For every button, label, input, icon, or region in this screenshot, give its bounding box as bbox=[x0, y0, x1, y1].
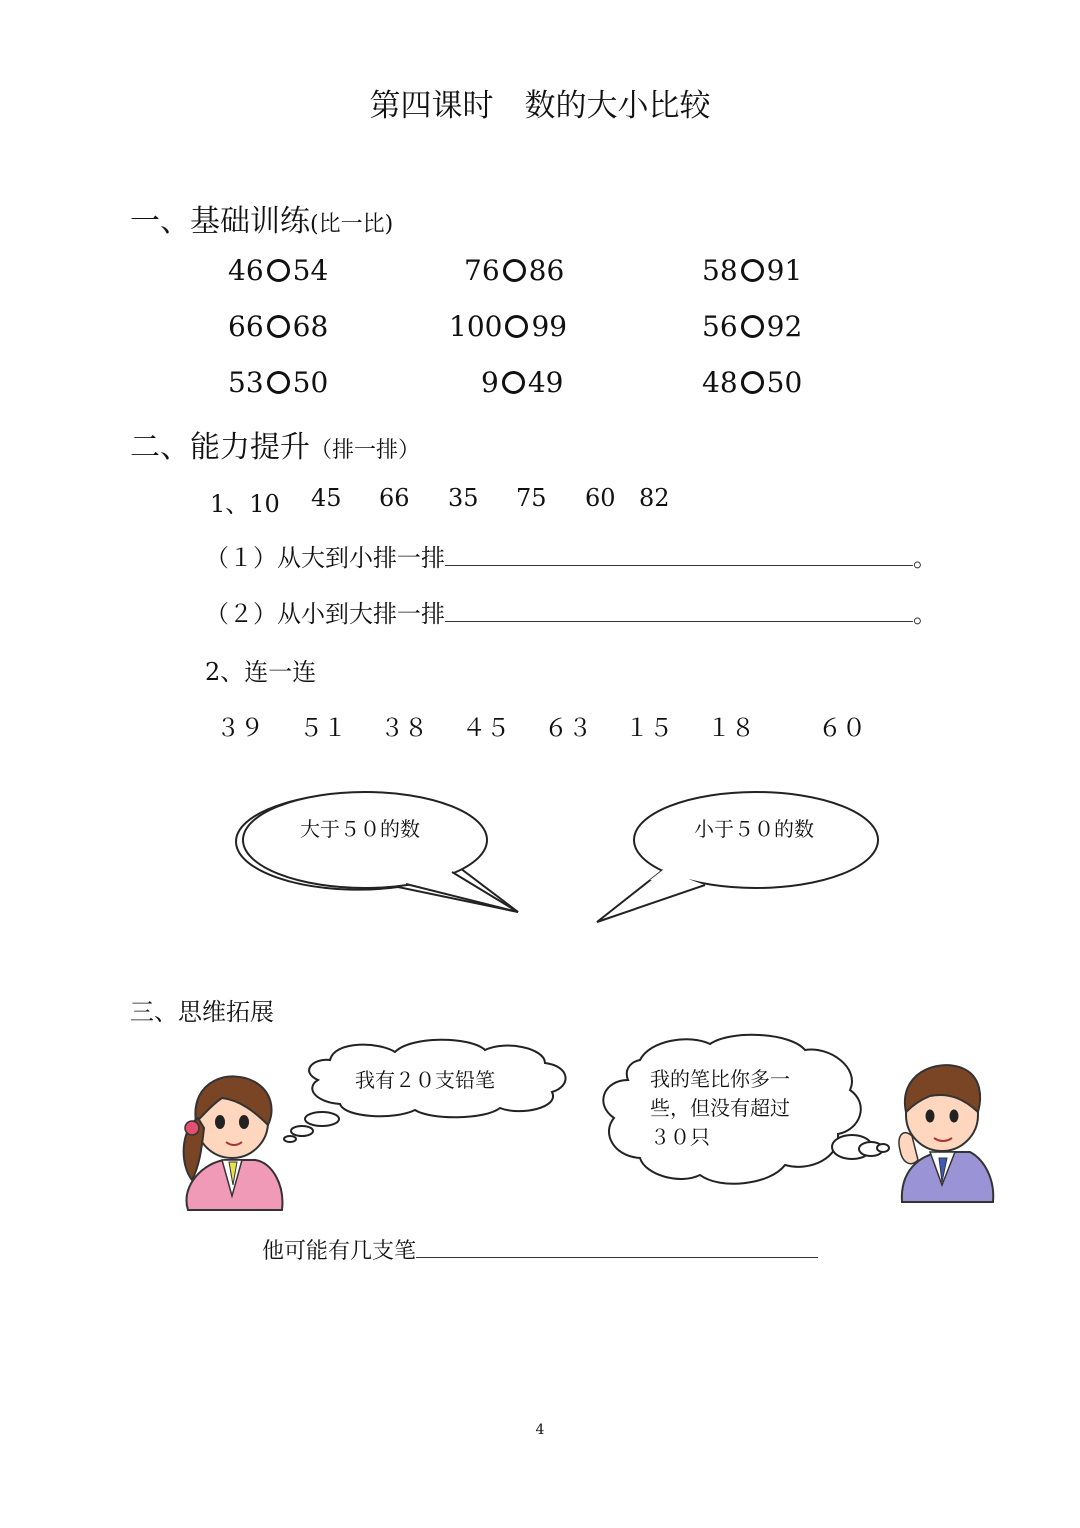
q1-number: 10 bbox=[249, 490, 280, 518]
q2-label: 2、连一连 bbox=[205, 658, 317, 686]
section3-heading: 三、思维拓展 bbox=[130, 998, 274, 1026]
q1-number: 60 bbox=[585, 484, 616, 512]
compare-left-number: 9 bbox=[481, 366, 499, 399]
section2-heading: 二、能力提升 bbox=[130, 430, 310, 465]
q1-number: 35 bbox=[448, 484, 479, 512]
compare-left-number: 58 bbox=[702, 254, 738, 287]
answer-blank[interactable] bbox=[416, 1237, 818, 1258]
compare-right-number: 92 bbox=[766, 310, 803, 343]
compare-left-number: 100 bbox=[449, 310, 503, 343]
page-number: 4 bbox=[535, 1422, 545, 1438]
q2-number[interactable]: ６０ bbox=[818, 714, 866, 742]
page-title: 第四课时 数的大小比较 bbox=[369, 88, 711, 124]
q1-part1-label: （１）从大到小排一排 bbox=[205, 544, 445, 572]
question-row bbox=[262, 1234, 818, 1265]
q1-number: 45 bbox=[311, 484, 342, 512]
compare-left-number: 48 bbox=[702, 366, 738, 399]
section1-heading: 一、基础训练 bbox=[130, 204, 310, 239]
compare-left-number: 56 bbox=[702, 310, 738, 343]
section2-sub: （排一排） bbox=[310, 438, 421, 463]
q2-number[interactable]: ３９ bbox=[216, 714, 264, 742]
compare-right-number: 50 bbox=[766, 366, 803, 399]
boy-bubble-line: ３０只 bbox=[650, 1125, 710, 1149]
compare-left-number: 46 bbox=[228, 254, 264, 287]
compare-left-number: 76 bbox=[464, 254, 500, 287]
q1-number: 75 bbox=[516, 484, 547, 512]
compare-right-number: 54 bbox=[292, 254, 329, 287]
period: 。 bbox=[913, 544, 937, 572]
compare-left-number: 53 bbox=[228, 366, 264, 399]
speech-bubble-right bbox=[597, 792, 878, 922]
q2-number[interactable]: ５１ bbox=[299, 714, 347, 742]
question-label: 他可能有几支笔 bbox=[262, 1239, 417, 1264]
q2-number[interactable]: １５ bbox=[625, 714, 673, 742]
q2-number[interactable]: ６３ bbox=[544, 714, 592, 742]
compare-right-number: 86 bbox=[528, 254, 565, 287]
bubble-left-text: 大于５０的数 bbox=[300, 817, 420, 841]
q1-number: 66 bbox=[379, 484, 410, 512]
girl-bubble-text: 我有２０支铅笔 bbox=[355, 1068, 495, 1092]
boy-bubble-line: 我的笔比你多一 bbox=[650, 1067, 790, 1091]
compare-right-number: 91 bbox=[766, 254, 803, 287]
bubble-right-text: 小于５０的数 bbox=[694, 817, 814, 841]
compare-right-number: 68 bbox=[292, 310, 329, 343]
compare-left-number: 66 bbox=[228, 310, 264, 343]
q1-number: 82 bbox=[639, 484, 670, 512]
compare-right-number: 50 bbox=[292, 366, 329, 399]
q1-label: 1、 bbox=[210, 490, 250, 518]
girl-icon bbox=[184, 1076, 283, 1210]
q2-number[interactable]: ３８ bbox=[380, 714, 428, 742]
q2-number[interactable]: １８ bbox=[707, 714, 755, 742]
boy-bubble-line: 些，但没有超过 bbox=[650, 1096, 790, 1120]
q2-number[interactable]: ４５ bbox=[462, 714, 510, 742]
compare-right-number: 49 bbox=[527, 366, 564, 399]
compare-right-number: 99 bbox=[531, 310, 568, 343]
section1-sub: (比一比) bbox=[310, 212, 394, 237]
q1-part2-label: （２）从小到大排一排 bbox=[205, 600, 445, 628]
speech-bubble-left bbox=[236, 792, 518, 912]
period: 。 bbox=[913, 600, 937, 628]
boy-icon bbox=[899, 1065, 993, 1202]
